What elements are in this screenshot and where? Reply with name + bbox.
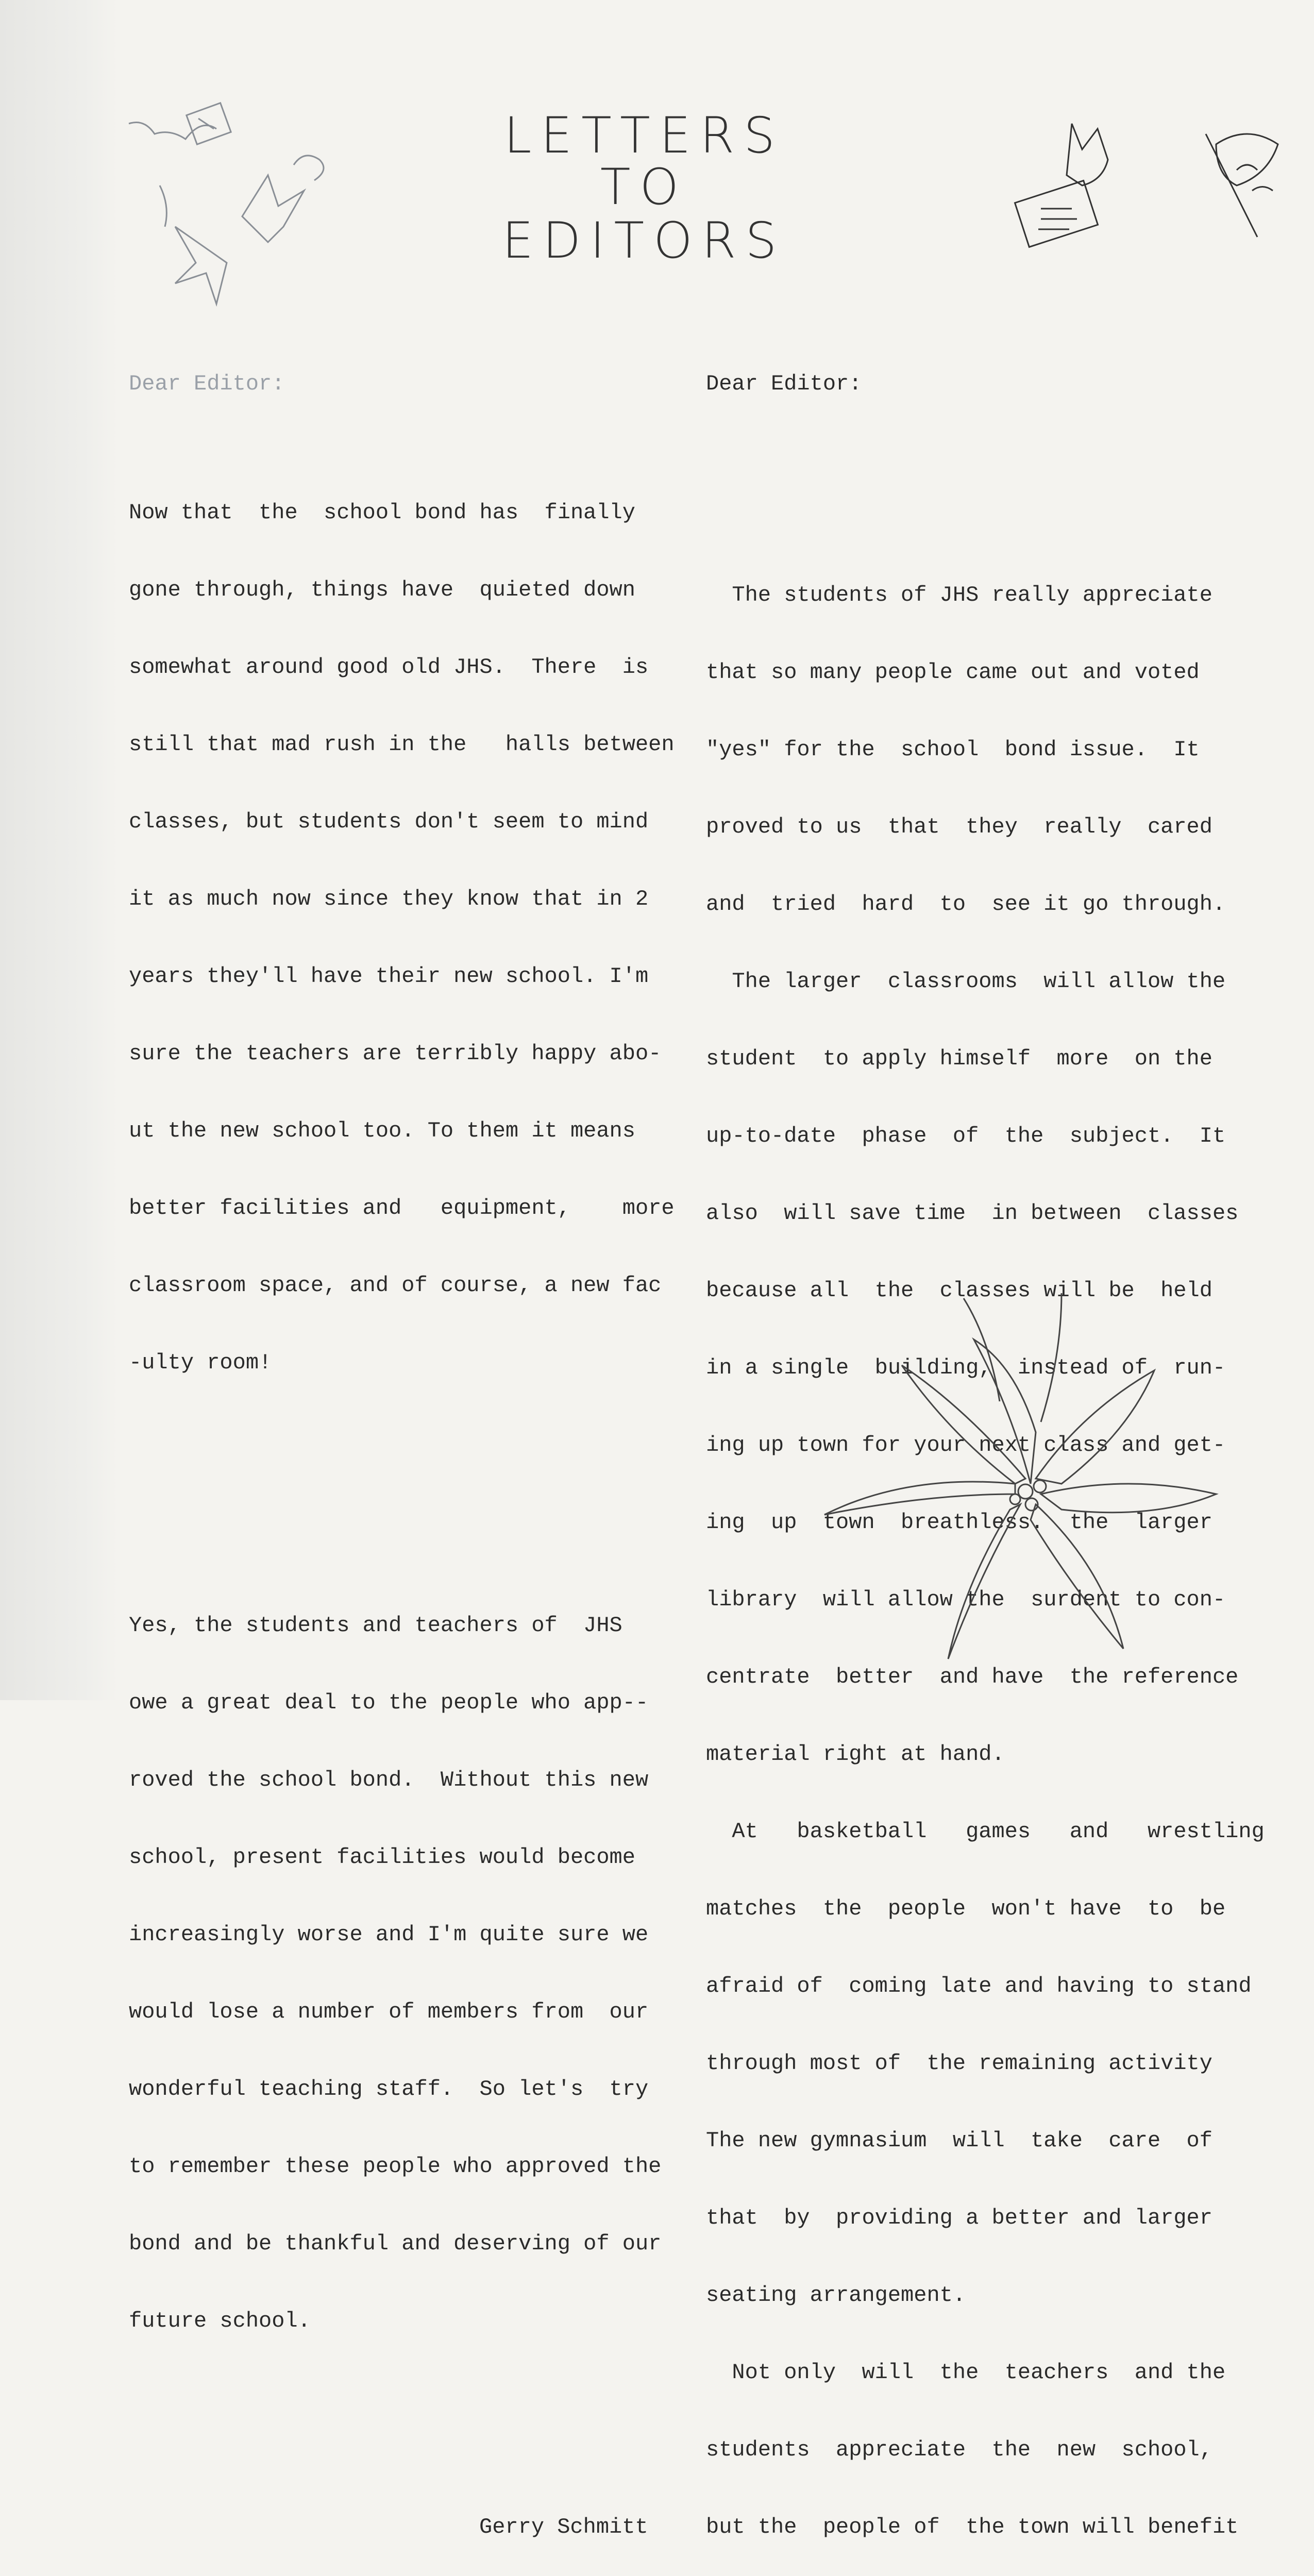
letter2-line: Not only will the teachers and the: [706, 2360, 1226, 2385]
letter1-line: somewhat around good old JHS. There is: [129, 655, 649, 680]
letter2-line: centrate better and have the reference: [706, 1665, 1239, 1689]
letter1-line: bond and be thankful and deserving of our: [129, 2231, 662, 2256]
page-title: [484, 107, 804, 269]
letter2-line: in a single building, instead of run-: [706, 1355, 1226, 1380]
letter2-line: ing up town for your next class and get-: [706, 1433, 1226, 1458]
letter2-line: material right at hand.: [706, 1742, 1005, 1767]
letter2-line: also will save time in between classes: [706, 1201, 1239, 1226]
letter2-line: through most of the remaining activity: [706, 2051, 1212, 2076]
letter2-line: ing up town breathless. the larger: [706, 1510, 1212, 1535]
letter2-salutation: Dear Editor:: [706, 371, 862, 396]
letter1-signature: Gerry Schmitt: [479, 2515, 648, 2539]
page-edge-shadow: [0, 0, 119, 1700]
letter1-line: -ulty room!: [129, 1350, 272, 1375]
title-line-3: EDITORS: [502, 212, 786, 269]
left-column: [129, 319, 675, 2576]
letter1-line: would lose a number of members from our: [129, 1999, 649, 2024]
letter1-body-2: [129, 1561, 665, 2385]
envelope-bird-doodle: [1010, 113, 1299, 268]
letter2-line: The larger classrooms will allow the: [706, 969, 1226, 994]
letter2-line: The students of JHS really appreciate: [706, 583, 1212, 607]
letter2-line: because all the classes will be held: [706, 1278, 1212, 1303]
letter1-body: [129, 448, 675, 1427]
letter2-line: matches the people won't have to be: [706, 1896, 1226, 1921]
letter2-line: and tried hard to see it go through.: [706, 892, 1226, 917]
letter1-salutation: Dear Editor:: [129, 371, 285, 396]
letter2-line: that so many people came out and voted: [706, 660, 1200, 685]
letter1-line: better facilities and equipment, more: [129, 1196, 675, 1221]
letter2-line: but the people of the town will benefit: [706, 2515, 1239, 2539]
letter2-line: that by providing a better and larger: [706, 2206, 1212, 2230]
letter1-line: it as much now since they know that in 2: [129, 887, 649, 911]
title-line-2: TO: [600, 158, 688, 216]
letter1-line: ut the new school too. To them it means: [129, 1118, 635, 1143]
letter1-line: Yes, the students and teachers of JHS: [129, 1613, 622, 1638]
letter2-line: proved to us that they really cared: [706, 815, 1212, 839]
letter2-line: library will allow the surdent to con-: [706, 1587, 1226, 1612]
letter1-line: Now that the school bond has finally: [129, 500, 635, 525]
poinsettia-flower-drawing: [794, 1278, 1247, 1669]
letter1-line: future school.: [129, 2309, 311, 2333]
letter2-line: student to apply himself more on the: [706, 1046, 1212, 1071]
letter1-line: still that mad rush in the halls between: [129, 732, 675, 757]
letter1-line: classroom space, and of course, a new fac: [129, 1273, 662, 1298]
letter1-line: to remember these people who approved the: [129, 2154, 662, 2179]
letter2-line: students appreciate the new school,: [706, 2437, 1212, 2462]
letter1-line: owe a great deal to the people who app--: [129, 1690, 649, 1715]
letter2-line: up-to-date phase of the subject. It: [706, 1124, 1226, 1148]
letter2-line: seating arrangement.: [706, 2283, 966, 2308]
letter1-line: increasingly worse and I'm quite sure we: [129, 1922, 649, 1947]
letter1-line: school, present facilities would become: [129, 1845, 635, 1870]
letter1-line: sure the teachers are terribly happy abo-: [129, 1041, 662, 1066]
letter2-line: afraid of coming late and having to stand: [706, 1974, 1252, 1998]
letter1-line: classes, but students don't seem to mind: [129, 809, 649, 834]
letter1-line: years they'll have their new school. I'm: [129, 964, 649, 989]
letter1-line: roved the school bond. Without this new: [129, 1768, 649, 1792]
letter1-line: wonderful teaching staff. So let's try: [129, 2077, 649, 2102]
bird-doodles-left: [113, 88, 381, 319]
letter2-line: At basketball games and wrestling: [706, 1819, 1265, 1844]
letter2-line: "yes" for the school bond issue. It: [706, 737, 1200, 762]
letter1-line: gone through, things have quieted down: [129, 578, 635, 602]
title-line-1: LETTERS: [503, 107, 785, 164]
letter2-line: The new gymnasium will take care of: [706, 2128, 1212, 2153]
